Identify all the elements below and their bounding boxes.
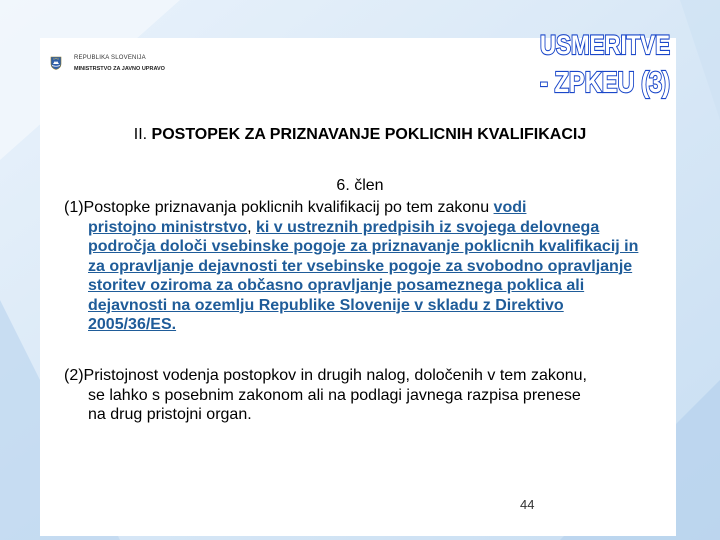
paragraph-2: [64, 366, 664, 425]
link-dejavnosti[interactable]: za opravljanje dejavnosti ter vsebinske pogoje za svobodno opravljanje: [88, 257, 633, 275]
paragraph-1-line-2: [64, 218, 664, 238]
link-direktiva[interactable]: 2005/36/ES.: [88, 316, 177, 333]
paragraph-2-line-2: se lahko s posebnim zakonom ali na podlagi javnega razpisa prenese: [88, 386, 581, 404]
link-podrocja[interactable]: področja določi vsebinske pogoje za priznavanje poklicnih kvalifikacij in: [88, 238, 639, 255]
paragraph-1-line-7: [64, 315, 664, 335]
article-label: 6. člen: [336, 177, 384, 194]
link-ozemlje[interactable]: dejavnosti na ozemlju Republike Slovenije v skladu z Direktivo: [88, 296, 564, 314]
section-heading: [0, 126, 720, 144]
link-storitev[interactable]: storitev oziroma za občasno opravljanje posameznega poklica ali: [88, 277, 585, 294]
paragraph-1-line-3: [64, 237, 664, 257]
section-numeral: II.: [133, 126, 152, 143]
paragraph-1: [64, 198, 664, 335]
link-vodi[interactable]: vodi: [493, 199, 527, 216]
paragraph-1-line-1: [64, 198, 664, 218]
link-predpisi[interactable]: ki v ustreznih predpisih iz svojega delovnega: [256, 218, 600, 236]
paragraph-1-separator: ,: [247, 218, 257, 236]
paragraph-1-line-5: [64, 276, 664, 296]
paragraph-2-line-1: (2)Pristojnost vodenja postopkov in drugih nalog, določenih v tem zakonu,: [64, 367, 587, 384]
paragraph-1-line-6: [64, 296, 664, 316]
ministry-name-line2: MINISTRSTVO ZA JAVNO UPRAVO: [74, 66, 165, 72]
paragraph-1-text: (1)Postopke priznavanja poklicnih kvalifikacij po tem zakonu: [64, 199, 494, 216]
usmeritve-badge: [536, 28, 674, 100]
page-number: 44: [520, 497, 535, 512]
ministry-name-line1: REPUBLIKA SLOVENIJA: [74, 55, 146, 61]
badge-line2: - ZPKEU (3): [540, 67, 670, 99]
badge-line1: USMERITVE: [540, 30, 670, 60]
paragraph-2-line-3: na drug pristojni organ.: [88, 406, 252, 423]
section-title: POSTOPEK ZA PRIZNAVANJE POKLICNIH KVALIFIKACIJ: [151, 126, 587, 143]
link-pristojno-ministrstvo[interactable]: pristojno ministrstvo: [88, 218, 248, 236]
slovenia-coat-of-arms-icon: [50, 56, 62, 70]
paragraph-1-line-4: [64, 257, 664, 277]
